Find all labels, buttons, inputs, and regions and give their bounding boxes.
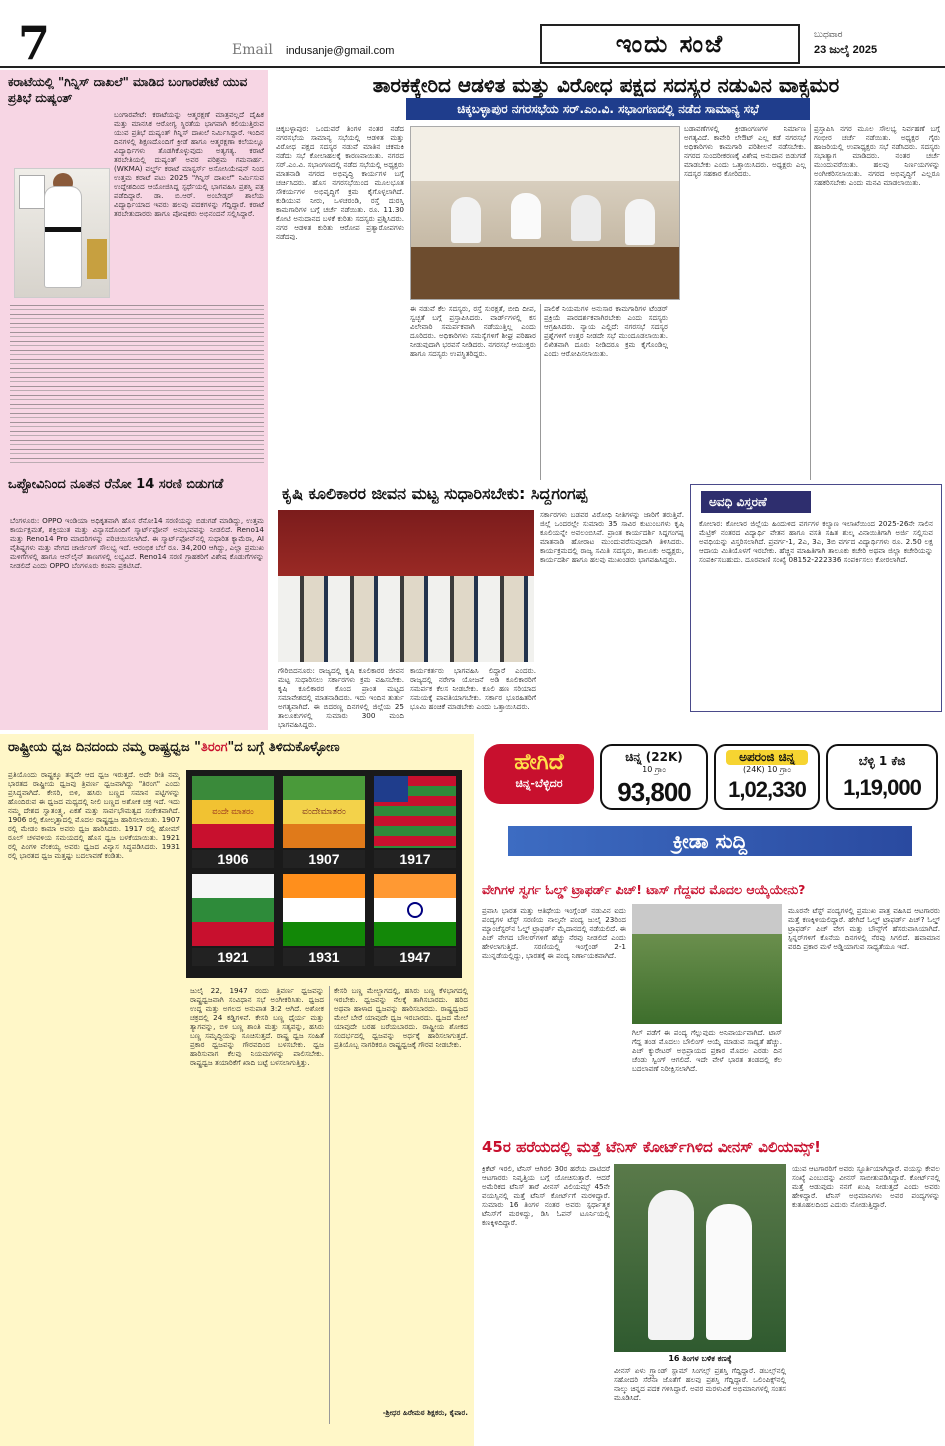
flag-1907: ವಂದೇಮಾತರಂ xyxy=(283,776,365,848)
person-icon xyxy=(625,199,655,245)
farm-headline: ಕೃಷಿ ಕೂಲಿಕಾರರ ಜೀವನ ಮಟ್ಟ ಸುಧಾರಿಸಬೇಕು: ಸಿದ್ದಗಂಗಪ್ಪ xyxy=(282,484,588,503)
avadhi-body: ಕೋಲಾರ: ಕೋಲಾರ ಜಿಲ್ಲೆಯ ಹಿಂದುಳಿದ ವರ್ಗಗಳ ಕಲ್ಯಾಣ ಇಲಾಖೆಯಿಂದ 2025-26ನೇ ಸಾಲಿನ ಮೆಟ್ರಿಕ್ ನಂತರದ ವಿದ್ಯಾರ್ಥಿ ವೇತನ ಹಾಗೂ ವಸತಿ ಸಹಿತ ಶುಲ್ಕ ವಿನಾಯಿತಿಗಾಗಿ ಅರ್ಜಿ ಸಲ್ಲಿಸುವ ಅವಧಿಯನ್ನು ವಿಸ್ತರಿಸಲಾಗಿದೆ. ಪ್ರವರ್ಗ-1, 2ಎ, 3ಎ, 3ಬಿ ವರ್ಗದ ವಿದ್ಯಾರ್ಥಿಗಳು ರೂ. 2.50 ಲಕ್ಷ ಆದಾಯ ಮಿತಿಯೊಳಗೆ ಇರಬೇಕು. ಹೆಚ್ಚಿನ ಮಾಹಿತಿಗಾಗಿ ತಾಲೂಕು ಕಚೇರಿ ಅಥವಾ ಜಿಲ್ಲಾ ಕಚೇರಿಯನ್ನು ಸಂಪರ್ಕಿಸಬಹುದು. ದೂರವಾಣಿ ಸಂಖ್ಯೆ 08152-222336 ಸಂಪರ್ಕಿಸಲು ಕೋರಲಾಗಿದೆ. xyxy=(699,519,933,564)
tennis-col-1: ಕ್ರಿಕೆಟ್ ಇರಲಿ, ಟೆನಿಸ್ ಆಗಿರಲಿ 30ರ ಹರೆಯ ದಾಟಿದರೆ ಆಟಗಾರರು ನಿವೃತ್ತಿಯ ಬಗ್ಗೆ ಯೋಚಿಸುತ್ತಾರೆ. ಆದರೆ ಅಮೆರಿಕದ ಟೆನಿಸ್ ತಾರೆ ವೀನಸ್ ವಿಲಿಯಮ್ಸ್ 45ನೇ ವಯಸ್ಸಿನಲ್ಲಿ ಮತ್ತೆ ಟೆನಿಸ್ ಕೋರ್ಟ್‌ಗೆ ಮರಳಿದ್ದಾರೆ. ಸುಮಾರು 16 ತಿಂಗಳ ನಂತರ ಅವರು ಸ್ಪರ್ಧಾತ್ಮಕ ಟೆನಿಸ್‌ಗೆ ಮರಳಿದ್ದು, ಡಿಸಿ ಓಪನ್ ಟೂರ್ನಿಯಲ್ಲಿ ಕಣಕ್ಕಿಳಿದಿದ್ದಾರೆ. xyxy=(482,1164,610,1227)
avadhi-headline: ಅವಧಿ ವಿಸ್ತರಣೆ xyxy=(701,491,811,513)
flag-col-1: ಪ್ರತಿಯೊಂದು ರಾಷ್ಟ್ರಕ್ಕೂ ತನ್ನದೇ ಆದ ಧ್ವಜ ಇರುತ್ತದೆ. ಅದೇ ರೀತಿ ನಮ್ಮ ಭಾರತದ ರಾಷ್ಟ್ರೀಯ ಧ್ವಜವು ತ್ರಿವರ್ಣ ಧ್ವಜವಾಗಿದ್ದು "ತಿರಂಗ" ಎಂದು ಪ್ರಸಿದ್ಧವಾಗಿದೆ. ಕೇಸರಿ, ಬಿಳಿ, ಹಸಿರು ಬಣ್ಣದ ಸಮಾನ ಪಟ್ಟಿಗಳನ್ನು ಹೊಂದಿರುವ ಈ ಧ್ವಜದ ಮಧ್ಯದಲ್ಲಿ ನೀಲಿ ಬಣ್ಣದ ಅಶೋಕ ಚಕ್ರ ಇದೆ. ಇದು ನಮ್ಮ ದೇಶದ ಸ್ವಾತಂತ್ರ್ಯ, ಏಕತೆ ಮತ್ತು ಸಾರ್ವಭೌಮತ್ವದ ಸಂಕೇತವಾಗಿದೆ. 1906 ರಲ್ಲಿ ಕೋಲ್ಕತ್ತಾದಲ್ಲಿ ಮೊದಲ ರಾಷ್ಟ್ರಧ್ವಜ ಹಾರಿಸಲಾಯಿತು. 1907 ರಲ್ಲಿ ಮೇಡಂ ಕಾಮಾ ಅವರು ಧ್ವಜ ಹಾರಿಸಿದರು. 1917 ರಲ್ಲಿ ಹೋಮ್ ರೂಲ್ ಚಳವಳಿಯ ಸಮಯದಲ್ಲಿ ಹೊಸ ಧ್ವಜ ಬಳಕೆಯಾಯಿತು. 1921 ರಲ್ಲಿ ಪಿಂಗಳಿ ವೆಂಕಯ್ಯ ಅವರು ಧ್ವಜದ ವಿನ್ಯಾಸ ಸಿದ್ಧಪಡಿಸಿದರು. 1931 ರಲ್ಲಿ ಭಾರತದ ಧ್ವಜ ಮತ್ತಷ್ಟು ಬದಲಾವಣೆ ಕಂಡಿತು. xyxy=(8,770,180,860)
karate-body-1: ಬಂಗಾರಪೇಟೆ: ಕರಾಟೆಯನ್ನು ಆತ್ಮರಕ್ಷಣೆ ಮಾತ್ರವಲ್ಲದೆ ದೈಹಿಕ ಮತ್ತು ಮಾನಸಿಕ ಆರೋಗ್ಯ ಸ್ಥಿರತೆಯ ಭಾಗವಾಗಿ ಕಲಿಯುತ್ತಿರುವ ಯುವ ಪ್ರತಿಭೆ ದುಷ್ಯಂತ್ ಗಿನ್ನಿಸ್ ದಾಖಲೆ ನಿರ್ಮಿಸಿದ್ದಾರೆ. ಇಂದಿನ ದಿನಗಳಲ್ಲಿ ಶಿಕ್ಷಣದೊಂದಿಗೆ ಕ್ರೀಡೆ ಹಾಗೂ ಆತ್ಮರಕ್ಷಣಾ ಕಲೆಯಲ್ಲೂ ವಿದ್ಯಾರ್ಥಿಗಳು ತೊಡಗಿಕೊಳ್ಳುವುದು ಅತ್ಯಗತ್ಯ. ಕರಾಟೆ ತರಬೇತಿಯಲ್ಲಿ ದುಷ್ಯಂತ್ ಅವರ ಪರಿಶ್ರಮ ಗಮನಾರ್ಹ. (WKMA) ವರ್ಲ್ಡ್ ಕರಾಟೆ ಮಾಸ್ಟರ್ಸ್ ಅಸೋಸಿಯೇಷನ್ ನಿಂದ ಉತ್ತಮ ಕರಾಟೆ ಪಟು 2025 "ಗಿನ್ನಿಸ್ ದಾಖಲೆ" ನಿರ್ಮಿಸುವ ಉದ್ದೇಶದಿಂದ ಆಯೋಜಿಸಿದ್ದ ಸ್ಪರ್ಧೆಯಲ್ಲಿ ಭಾಗವಹಿಸಿ ಪ್ರಶಸ್ತಿ ಪತ್ರ ಪಡೆದಿದ್ದಾರೆ. ಡಾ. ಬಿ.ಆರ್. ಅಂಬೇಡ್ಕರ್ ಶಾಲೆಯ ವಿದ್ಯಾರ್ಥಿಯಾದ ಇವರು ಹಲವು ಪದಕಗಳನ್ನು ಗೆದ್ದಿದ್ದಾರೆ. ಕರಾಟೆ ತರಬೇತುದಾರರು ಹಾಗೂ ಪೋಷಕರು ಅಭಿನಂದನೆ ಸಲ್ಲಿಸಿದ್ದಾರೆ. xyxy=(114,110,264,218)
player-icon xyxy=(706,1204,752,1340)
flag-1947 xyxy=(374,874,456,946)
tennis-col-3: ಯುವ ಆಟಗಾರರಿಗೆ ಅವರು ಸ್ಫೂರ್ತಿಯಾಗಿದ್ದಾರೆ. ವಯಸ್ಸು ಕೇವಲ ಸಂಖ್ಯೆ ಎಂಬುದನ್ನು ವೀನಸ್ ಸಾಬೀತುಪಡಿಸಿದ್ದಾರೆ. ಕೋರ್ಟ್‌ನಲ್ಲಿ ಮತ್ತೆ ಆಡುವುದು ನನಗೆ ಖುಷಿ ನೀಡುತ್ತದೆ ಎಂದು ಅವರು ಹೇಳಿದ್ದಾರೆ. ಟೆನಿಸ್ ಅಭಿಮಾನಿಗಳು ಅವರ ಪಂದ್ಯಗಳನ್ನು ಕುತೂಹಲದಿಂದ ಎದುರು ನೋಡುತ್ತಿದ್ದಾರೆ. xyxy=(792,1164,940,1209)
oppo-body: ಬೆಂಗಳೂರು: OPPO ಇಂಡಿಯಾ ಅಧಿಕೃತವಾಗಿ ಹೊಸ ರೆನೋ14 ಸರಣಿಯನ್ನು ಬಿಡುಗಡೆ ಮಾಡಿದ್ದು, ಉತ್ತಮ ಕಾರ್ಯಕ್ಷಮತೆ, ಶಕ್ತಿಯುತ ಮತ್ತು ವಿನ್ಯಾಸದೊಂದಿಗೆ ಸ್ಮಾರ್ಟ್‌ಫೋನ್ ಅನುಭವವನ್ನು ನೀಡಲಿದೆ. Reno14 ಮತ್ತು Reno14 Pro ಮಾದರಿಗಳನ್ನು ಪರಿಚಯಿಸಲಾಗಿದೆ. ಈ ಸ್ಮಾರ್ಟ್‌ಫೋನ್‌ನಲ್ಲಿ ಸುಧಾರಿತ ಕ್ಯಾಮೆರಾ, AI ವೈಶಿಷ್ಟ್ಯಗಳು ಮತ್ತು ವೇಗದ ಚಾರ್ಜಿಂಗ್ ಸೌಲಭ್ಯ ಇದೆ. ಆರಂಭಿಕ ಬೆಲೆ ರೂ. 34,200 ಆಗಿದ್ದು, ಎಲ್ಲಾ ಪ್ರಮುಖ ಮಳಿಗೆಗಳಲ್ಲಿ ಹಾಗೂ ಆನ್‌ಲೈನ್ ತಾಣಗಳಲ್ಲಿ ಲಭ್ಯವಿದೆ. Reno14 ಸರಣಿ ಗ್ರಾಹಕರಿಗೆ ವಿಶೇಷ ಕೊಡುಗೆಗಳನ್ನು ನೀಡಲಿದೆ ಎಂದು OPPO ಬೆಂಗಳೂರು ಕಂಪನಿ ಪ್ರಕಟಿಸಿದೆ. xyxy=(10,516,264,570)
flag-1931 xyxy=(283,874,365,946)
flag-col-3: ಕೇಸರಿ ಬಣ್ಣ ಮೇಲ್ಭಾಗದಲ್ಲಿ, ಹಸಿರು ಬಣ್ಣ ಕೆಳಭಾಗದಲ್ಲಿ ಇರಬೇಕು. ಧ್ವಜವನ್ನು ನೆಲಕ್ಕೆ ತಾಗಿಸಬಾರದು. ಹರಿದ ಅಥವಾ ಹಾಳಾದ ಧ್ವಜವನ್ನು ಹಾರಿಸಬಾರದು. ರಾಷ್ಟ್ರಧ್ವಜದ ಮೇಲೆ ಬೇರೆ ಯಾವುದೇ ಧ್ವಜ ಇರಬಾರದು. ಧ್ವಜದ ಮೇಲೆ ಯಾವುದೇ ಬರಹ ಬರೆಯಬಾರದು. ರಾಷ್ಟ್ರೀಯ ಶೋಕದ ಸಂದರ್ಭದಲ್ಲಿ ಧ್ವಜವನ್ನು ಅರ್ಧಕ್ಕೆ ಹಾರಿಸಲಾಗುತ್ತದೆ. ಪ್ರತಿಯೊಬ್ಬ ನಾಗರಿಕರೂ ರಾಷ್ಟ್ರಧ್ವಜಕ್ಕೆ ಗೌರವ ನೀಡಬೇಕು. xyxy=(334,986,468,1049)
trophy-icon xyxy=(87,239,107,279)
tennis-col-2: ವೀನಸ್ ಏಳು ಗ್ರ್ಯಾಂಡ್ ಸ್ಲಾಮ್ ಸಿಂಗಲ್ಸ್ ಪ್ರಶಸ್ತಿ ಗೆದ್ದಿದ್ದಾರೆ. ಡಬಲ್ಸ್‌ನಲ್ಲಿ ಸಹೋದರಿ ಸೆರೆನಾ ಜೊತೆಗೆ ಹಲವು ಪ್ರಶಸ್ತಿ ಗೆದ್ದಿದ್ದಾರೆ. ಒಲಿಂಪಿಕ್ಸ್‌ನಲ್ಲಿ ನಾಲ್ಕು ಚಿನ್ನದ ಪದಕ ಗಳಿಸಿದ್ದಾರೆ. ಅವರ ಮರಳುವಿಕೆ ಅಭಿಮಾನಿಗಳಲ್ಲಿ ಸಂತಸ ಮೂಡಿಸಿದೆ. xyxy=(614,1366,786,1402)
meeting-photo xyxy=(410,126,680,300)
cricket-headline: ವೇಗಿಗಳ ಸ್ವರ್ಗ ಓಲ್ಡ್ ಟ್ರಾಫರ್ಡ್ ಪಿಚ್! ಟಾಸ್ ಗೆದ್ದವರ ಮೊದಲ ಆಯ್ಕೆಯೇನು? xyxy=(482,882,806,897)
page-number: 7 xyxy=(18,16,51,70)
tennis-headline: 45ರ ಹರೆಯದಲ್ಲಿ ಮತ್ತೆ ಟೆನಿಸ್ ಕೋರ್ಟ್‌ಗಿಳಿದ ವೀನಸ್ ವಿಲಿಯಮ್ಸ್! xyxy=(482,1138,821,1156)
top-col-1: ಚಿಕ್ಕಬಳ್ಳಾಪುರ: ಒಂದುವರೆ ತಿಂಗಳ ನಂತರ ನಡೆದ ನಗರಸಭೆಯ ಸಾಮಾನ್ಯ ಸಭೆಯಲ್ಲಿ ಆಡಳಿತ ಮತ್ತು ವಿರೋಧ ಪಕ್ಷದ ಸದಸ್ಯರ ನಡುವೆ ಮಾತಿನ ಚಕಮಕಿ ನಡೆದು ಸಭೆ ಕೋಲಾಹಲಕ್ಕೆ ಕಾರಣವಾಯಿತು. ನಗರದ ಸರ್.ಎಂ.ವಿ. ಸಭಾಂಗಣದಲ್ಲಿ ನಡೆದ ಸಭೆಯಲ್ಲಿ ಅಧ್ಯಕ್ಷರು ಮಾತನಾಡಿ ನಗರದ ಅಭಿವೃದ್ಧಿ ಕಾರ್ಯಗಳ ಬಗ್ಗೆ ಚರ್ಚಿಸಿದರು. ಹೊಸ ನಗರಸಭೆಯಿಂದ ಮೂಲಭೂತ ಸೌಕರ್ಯಗಳ ಅಭಿವೃದ್ಧಿಗೆ ಕ್ರಮ ಕೈಗೊಳ್ಳಲಾಗಿದೆ. ಕುಡಿಯುವ ನೀರು, ಒಳಚರಂಡಿ, ರಸ್ತೆ ದುರಸ್ತಿ ಕಾಮಗಾರಿಗಳ ಬಗ್ಗೆ ಚರ್ಚೆ ನಡೆಯಿತು. ರೂ. 11.30 ಕೋಟಿ ಅನುದಾನದ ಬಳಕೆ ಕುರಿತು ಸದಸ್ಯರು ಪ್ರಶ್ನಿಸಿದರು. ನಗರ ಆಡಳಿತ ಕುರಿತು ಆರೋಪ ಪ್ರತ್ಯಾರೋಪಗಳು ನಡೆದವು. xyxy=(276,124,404,241)
tennis-photo xyxy=(614,1164,786,1352)
top-col-3: ಪಾಲಿಕೆ ನಿಯಮಗಳ ಅನುಸಾರ ಕಾಮಗಾರಿಗಳ ಟೆಂಡರ್ ಪ್ರಕ್ರಿಯೆ ಪಾರದರ್ಶಕವಾಗಿರಬೇಕು ಎಂದು ಸದಸ್ಯರು ಆಗ್ರಹಿಸಿದರು. ನ್ಯಾಯ ಎಲ್ಲಿದೆ: ನಗರಸಭೆ ಸದಸ್ಯರ ಪ್ರಶ್ನೆಗಳಿಗೆ ಉತ್ತರ ನೀಡದೇ ಸಭೆ ಮುಂದೂಡಲಾಯಿತು. ಲಿಖಿತವಾಗಿ ದೂರು ನೀಡಿದರೂ ಕ್ರಮ ಕೈಗೊಂಡಿಲ್ಲ ಎಂದು ಆರೋಪಿಸಲಾಯಿತು. xyxy=(544,304,668,358)
cricket-col-3: ಮೂರನೇ ಟೆಸ್ಟ್ ಪಂದ್ಯಗಳಲ್ಲಿ ಪ್ರಮುಖ ಪಾತ್ರ ವಹಿಸಿದ ಆಟಗಾರರು ಮತ್ತೆ ಕಣಕ್ಕಿಳಿಯಲಿದ್ದಾರೆ. ಹೇಗಿದೆ ಓಲ್ಡ್ ಟ್ರಾಫರ್ಡ್ ಪಿಚ್? ಓಲ್ಡ್ ಟ್ರಾಫರ್ಡ್ ಪಿಚ್ ವೇಗ ಮತ್ತು ಬೌನ್ಸ್‌ಗೆ ಹೆಸರುವಾಸಿಯಾಗಿದೆ. ಸ್ಪಿನ್ನರ್‌ಗಳಿಗೆ ಕೊನೆಯ ದಿನಗಳಲ್ಲಿ ನೆರವು ಸಿಗಲಿದೆ. ಹವಾಮಾನ ವರದಿ ಪ್ರಕಾರ ಮಳೆ ಅಡ್ಡಿಯಾಗುವ ಸಾಧ್ಯತೆಯೂ ಇದೆ. xyxy=(788,906,940,951)
paper-name: ಇಂದು ಸಂಜೆ xyxy=(615,30,725,58)
masthead xyxy=(0,0,945,68)
flag-byline: -ಶ್ರೀಧರ ಹಿರೇಮಠ ಶಿಕ್ಷಕರು, ಕೈವಾರ. xyxy=(382,1408,468,1417)
paper-logo xyxy=(540,24,800,64)
top-col-2: ಈ ನಡುವೆ ಕೆಲ ಸದಸ್ಯರು, ರಸ್ತೆ ಸುರಕ್ಷತೆ, ಬೀದಿ ದೀಪ, ಸ್ವಚ್ಛತೆ ಬಗ್ಗೆ ಪ್ರಸ್ತಾಪಿಸಿದರು. ವಾರ್ಡ್‌ಗಳಲ್ಲಿ ಕಸ ವಿಲೇವಾರಿ ಸಮರ್ಪಕವಾಗಿ ನಡೆಯುತ್ತಿಲ್ಲ ಎಂದು ದೂರಿದರು. ಅಧಿಕಾರಿಗಳು ಸಮಸ್ಯೆಗಳಿಗೆ ಶೀಘ್ರ ಪರಿಹಾರ ನೀಡುವುದಾಗಿ ಭರವಸೆ ನೀಡಿದರು. ನಗರಸಭೆ ಆಯುಕ್ತರು ಹಾಗೂ ಸದಸ್ಯರು ಉಪಸ್ಥಿತರಿದ್ದರು. xyxy=(410,304,536,358)
flag-1921 xyxy=(192,874,274,946)
oppo-headline: ಒಪ್ಪೋವಿನಿಂದ ನೂತನ ರೆನೋ 14 ಸರಣಿ ಬಿಡುಗಡೆ xyxy=(8,477,224,492)
tennis-photo-caption: 16 ತಿಂಗಳ ಬಳಿಕ ಕಣಕ್ಕೆ xyxy=(668,1354,732,1363)
flag-headline: ರಾಷ್ಟ್ರೀಯ ಧ್ವಜ ದಿನದಂದು ನಮ್ಮ ರಾಷ್ಟ್ರಧ್ವಜ "ತಿರಂಗ"ದ ಬಗ್ಗೆ ತಿಳಿದುಕೊಳ್ಳೋಣ xyxy=(8,740,340,755)
cricket-col-1: ಪ್ರವಾಸಿ ಭಾರತ ಮತ್ತು ಆತಿಥೇಯ ಇಂಗ್ಲೆಂಡ್ ನಡುವಿನ ಐದು ಪಂದ್ಯಗಳ ಟೆಸ್ಟ್ ಸರಣಿಯ ನಾಲ್ಕನೇ ಪಂದ್ಯ ಜುಲೈ 23ರಿಂದ ಮ್ಯಾಂಚೆಸ್ಟರ್‌ನ ಓಲ್ಡ್ ಟ್ರಾಫರ್ಡ್ ಮೈದಾನದಲ್ಲಿ ನಡೆಯಲಿದೆ. ಈ ಪಿಚ್ ವೇಗದ ಬೌಲರ್‌ಗಳಿಗೆ ಹೆಚ್ಚು ನೆರವು ನೀಡಲಿದೆ ಎಂದು ಹೇಳಲಾಗುತ್ತಿದೆ. ಸರಣಿಯಲ್ಲಿ ಇಂಗ್ಲೆಂಡ್ 2-1 ಮುನ್ನಡೆಯಲ್ಲಿದ್ದು, ಭಾರತಕ್ಕೆ ಈ ಪಂದ್ಯ ನಿರ್ಣಾಯಕವಾಗಿದೆ. xyxy=(482,906,626,960)
flag-history-grid xyxy=(186,770,462,978)
ashoka-chakra-icon xyxy=(407,902,423,918)
flag-1917 xyxy=(374,776,456,848)
top-col-5: ಪ್ರಸ್ತಾಪಿಸಿ ನಗರ ಮೂಲ ಸೌಲಭ್ಯ ನಿರ್ವಹಣೆ ಬಗ್ಗೆ ಗಂಭೀರ ಚರ್ಚೆ ನಡೆಯಿತು. ಅಧ್ಯಕ್ಷರ ಗೈರು ಹಾಜರಿಯಲ್ಲಿ ಉಪಾಧ್ಯಕ್ಷರು ಸಭೆ ನಡೆಸಿದರು. ಸದಸ್ಯರು ಸಭಾತ್ಯಾಗ ಮಾಡಿದರು. ನಂತರ ಚರ್ಚೆ ಮುಂದುವರೆಯಿತು. ಹಲವು ನಿರ್ಣಯಗಳನ್ನು ಅಂಗೀಕರಿಸಲಾಯಿತು. ನಗರದ ಅಭಿವೃದ್ಧಿಗೆ ಎಲ್ಲರೂ ಸಹಕರಿಸಬೇಕು ಎಂದು ಮನವಿ ಮಾಡಲಾಯಿತು. xyxy=(814,124,940,187)
email-label: Email xyxy=(232,42,273,58)
day: ಬುಧವಾರ xyxy=(814,30,843,40)
silver-rate: ಬೆಳ್ಳಿ 1 ಕೆಜಿ 1,19,000 xyxy=(826,744,938,810)
flag-col-2: ಜುಲೈ 22, 1947 ರಂದು ತ್ರಿವರ್ಣ ಧ್ವಜವನ್ನು ರಾಷ್ಟ್ರಧ್ವಜವಾಗಿ ಸಂವಿಧಾನ ಸಭೆ ಅಂಗೀಕರಿಸಿತು. ಧ್ವಜದ ಉದ್ದ ಮತ್ತು ಅಗಲದ ಅನುಪಾತ 3:2 ಆಗಿದೆ. ಅಶೋಕ ಚಕ್ರದಲ್ಲಿ 24 ಕಡ್ಡಿಗಳಿವೆ. ಕೇಸರಿ ಬಣ್ಣ ಧೈರ್ಯ ಮತ್ತು ತ್ಯಾಗವನ್ನು, ಬಿಳಿ ಬಣ್ಣ ಶಾಂತಿ ಮತ್ತು ಸತ್ಯವನ್ನು, ಹಸಿರು ಬಣ್ಣ ಸಮೃದ್ಧಿಯನ್ನು ಸೂಚಿಸುತ್ತದೆ. ರಾಷ್ಟ್ರ ಧ್ವಜ ಸಂಹಿತೆ ಪ್ರಕಾರ ಧ್ವಜವನ್ನು ಗೌರವದಿಂದ ಬಳಸಬೇಕು. ಧ್ವಜ ಹಾರಿಸುವಾಗ ಕೆಲವು ನಿಯಮಗಳನ್ನು ಪಾಲಿಸಬೇಕು. ರಾಷ್ಟ್ರಧ್ವಜ ತಯಾರಿಕೆಗೆ ಖಾದಿ ಬಟ್ಟೆ ಬಳಸಲಾಗುತ್ತಿತ್ತು. xyxy=(190,986,324,1067)
gold-22k-rate: ಚಿನ್ನ (22K) 10 ಗ್ರಾಂ 93,800 xyxy=(600,744,708,810)
top-col-4: ಬಡಾವಣೆಗಳಲ್ಲಿ ಕ್ರೀಡಾಂಗಣಗಳ ನಿರ್ಮಾಣ ಅಗತ್ಯವಿದೆ. ಕಾವೇರಿ ಲೇಔಟ್ ಎಲ್ಲ ಕಡೆ ನಗರಸಭೆ ಅಧಿಕಾರಿಗಳು ಕಾಮಗಾರಿ ಪರಿಶೀಲನೆ ನಡೆಸಬೇಕು. ನಗರದ ಸುಂದರೀಕರಣಕ್ಕೆ ವಿಶೇಷ ಅನುದಾನ ಬಿಡುಗಡೆ ಮಾಡಬೇಕು ಎಂದು ಒತ್ತಾಯಿಸಿದರು. ಅಧ್ಯಕ್ಷರು ಎಲ್ಲ ಸದಸ್ಯರ ಸಹಕಾರ ಕೋರಿದರು. xyxy=(684,124,806,178)
flag-year-1917: 1917 xyxy=(374,850,456,868)
farm-photo xyxy=(278,510,534,662)
belt-icon xyxy=(45,227,81,232)
flag-1906: ವಂದೇ ಮಾತರಂ xyxy=(192,776,274,848)
player-icon xyxy=(648,1190,694,1340)
tiranga-word: ತಿರಂಗ xyxy=(200,740,228,755)
farm-col-1: ಗೌರಿಬಿದನೂರು: ರಾಜ್ಯದಲ್ಲಿ ಕೃಷಿ ಕೂಲಿಕಾರರ ಜೀವನ ಮಟ್ಟ ಸುಧಾರಿಸಲು ಸರ್ಕಾರಗಳು ಕ್ರಮ ವಹಿಸಬೇಕು. ಕೃಷಿ ಕೂಲಿಕಾರರ ಕೊಂದ ಪ್ರಾಂತ ಮಟ್ಟದ ಸಮಾವೇಶದಲ್ಲಿ ಮಾತನಾಡಿದರು. ಇದು ಇಂದಿನ ತುರ್ತು ಅಗತ್ಯವಾಗಿದೆ. ಈ ಬಿದರಣ್ಣ ದಿನಗಳಲ್ಲಿ ಜಿಲ್ಲೆಯ 25 ತಾಲೂಕುಗಳಲ್ಲಿ ಸುಮಾರು 300 ಮಂದಿ ಭಾಗವಹಿಸಿದ್ದರು. xyxy=(278,666,404,729)
top-headline: ತಾರಕಕ್ಕೇರಿದ ಆಡಳಿತ ಮತ್ತು ವಿರೋಧ ಪಕ್ಷದ ಸದಸ್ಯರ ನಡುವಿನ ವಾಕ್ಸಮರ xyxy=(372,73,840,97)
flag-year-1921: 1921 xyxy=(192,948,274,966)
avadhi-box xyxy=(690,484,942,712)
cricket-ground-photo xyxy=(632,904,782,1024)
karate-uniform-icon xyxy=(45,187,81,287)
farm-col-3: ಸರ್ಕಾರಗಳು ಬಡವರ ವಿರೋಧಿ ನೀತಿಗಳನ್ನು ಜಾರಿಗೆ ತರುತ್ತಿವೆ. ಜಿಲ್ಲೆ ಒಂದರಲ್ಲೇ ಸುಮಾರು 35 ಸಾವಿರ ಕುಟುಂಬಗಳು ಕೃಷಿ ಕೂಲಿಯನ್ನೇ ಅವಲಂಬಿಸಿವೆ. ಪ್ರಾಂತ ಕಾರ್ಯದರ್ಶಿ ಸಿದ್ದಗಂಗಪ್ಪ ಮಾತನಾಡಿ ಹೋರಾಟ ಮುಂದುವರೆಸುವುದಾಗಿ ತಿಳಿಸಿದರು. ಕಾರ್ಯಕ್ರಮದಲ್ಲಿ ರಾಜ್ಯ ಸಮಿತಿ ಸದಸ್ಯರು, ತಾಲೂಕು ಅಧ್ಯಕ್ಷರು, ಕಾರ್ಯದರ್ಶಿ ಹಾಗೂ ಹಲವು ಮುಖಂಡರು ಭಾಗವಹಿಸಿದ್ದರು. xyxy=(540,510,684,564)
karate-headline: ಕರಾಟೆಯಲ್ಲಿ "ಗಿನ್ನಿಸ್ ದಾಖಲೆ" ಮಾಡಿದ ಬಂಗಾರಪೇಟೆ ಯುವ ಪ್ರತಿಭೆ ದುಷ್ಯಂತ್ xyxy=(8,75,248,105)
gold-24k-rate: ಅಪರಂಜಿ ಚಿನ್ನ (24K) 10 ಗ್ರಾಂ 1,02,330 xyxy=(714,744,820,810)
flag-year-1931: 1931 xyxy=(283,948,365,966)
person-icon xyxy=(451,197,481,243)
gold-rate-badge: ಹೇಗಿದೆ ಚಿನ್ನ-ಬೆಳ್ಳಿದರ xyxy=(484,744,594,804)
flag-year-1906: 1906 xyxy=(192,850,274,868)
flag-year-1947: 1947 xyxy=(374,948,456,966)
karate-photo xyxy=(14,168,110,298)
cricket-col-2: ಗಿಲ್ ಪಡೆಗೆ ಈ ಪಂದ್ಯ ಗೆಲ್ಲುವುದು ಅನಿವಾರ್ಯವಾಗಿದೆ. ಟಾಸ್ ಗೆದ್ದ ತಂಡ ಮೊದಲು ಬೌಲಿಂಗ್ ಆಯ್ಕೆ ಮಾಡುವ ಸಾಧ್ಯತೆ ಹೆಚ್ಚು. ಪಿಚ್ ಕ್ಯುರೇಟರ್ ಅಭಿಪ್ರಾಯದ ಪ್ರಕಾರ ಮೊದಲ ಎರಡು ದಿನ ಚೆಂಡು ಸ್ವಿಂಗ್ ಆಗಲಿದೆ. ಇದೇ ವೇಳೆ ಭಾರತ ತಂಡದಲ್ಲಿ ಕೆಲ ಬದಲಾವಣೆ ನಿರೀಕ್ಷಿಸಲಾಗಿದೆ. xyxy=(632,1028,782,1073)
date: 23 ಜುಲೈ 2025 xyxy=(814,44,878,56)
certificate-icon xyxy=(19,175,45,209)
sports-section-title: ಕ್ರೀಡಾ ಸುದ್ದಿ xyxy=(508,826,912,856)
person-icon xyxy=(571,195,601,241)
top-subhead: ಚಿಕ್ಕಬಳ್ಳಾಪುರ ನಗರಸಭೆಯ ಸರ್.ಎಂ.ವಿ. ಸಭಾಂಗಣದಲ್ಲಿ ನಡೆದ ಸಾಮಾನ್ಯ ಸಭೆ xyxy=(406,98,810,120)
karate-body-2 xyxy=(10,305,264,465)
flag-year-1907: 1907 xyxy=(283,850,365,868)
email-address[interactable]: indusanje@gmail.com xyxy=(286,45,395,57)
farm-col-2: ಕಾರ್ಯಕರ್ತರು ಭಾಗವಹಿಸಿ ಲಿದ್ದಾರೆ ಎಂದರು. ರಾಜ್ಯದಲ್ಲಿ ನರೇಗಾ ಯೋಜನೆ ಅಡಿ ಕೂಲಿಕಾರರಿಗೆ ಸಮರ್ಪಕ ಕೆಲಸ ನೀಡಬೇಕು. ಕೂಲಿ ಹಣ ಸರಿಯಾದ ಸಮಯಕ್ಕೆ ಪಾವತಿಯಾಗಬೇಕು. ಸರ್ಕಾರ ಭೂರಹಿತರಿಗೆ ಭೂಮಿ ಹಂಚಿಕೆ ಮಾಡಬೇಕು ಎಂದು ಒತ್ತಾಯಿಸಿದರು. xyxy=(410,666,536,711)
person-icon xyxy=(511,193,541,239)
